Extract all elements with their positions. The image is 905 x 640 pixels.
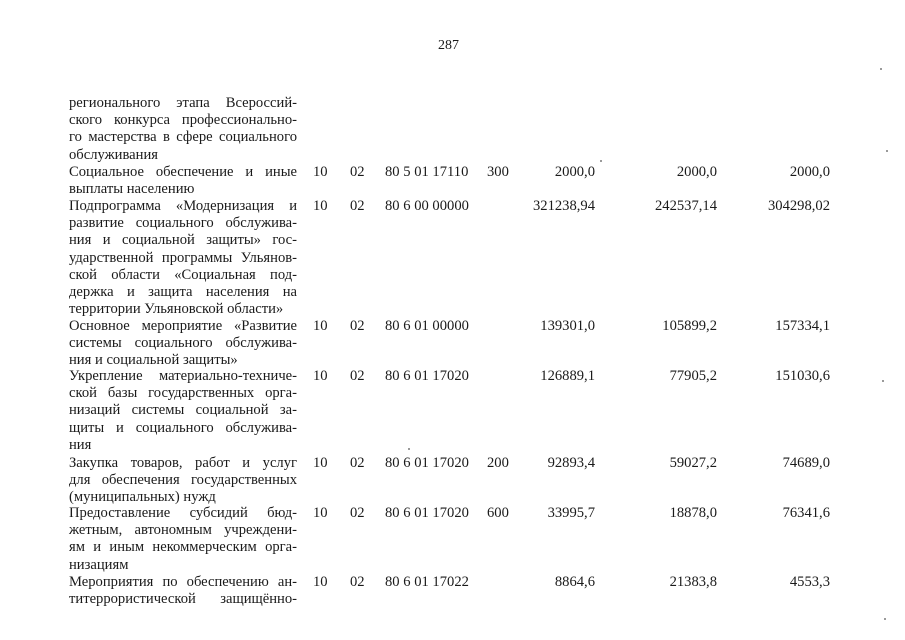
row-description [69,95,297,164]
description-line: ударственной программы Ульянов- [69,249,297,266]
amount-year-1: 139301,0 [540,318,595,334]
description-line: регионального этапа Всероссий- [69,95,297,111]
section-code: 10 [313,455,328,471]
scan-speck [408,448,410,450]
subsection-code: 02 [350,455,365,471]
row-description [69,505,297,574]
description-line: жетным, автономным учреждени- [69,522,297,539]
description-line: развитие социального обслужива- [69,215,297,232]
amount-year-2: 105899,2 [662,318,717,334]
description-line: Мероприятия по обеспечению ан- [69,574,297,590]
description-line: Укрепление материально-техниче- [69,368,297,384]
section-code: 10 [313,368,328,384]
description-line: Предоставление субсидий бюд- [69,505,297,521]
description-line: Закупка товаров, работ и услуг [69,455,297,471]
amount-year-1: 126889,1 [540,368,595,384]
description-line: ской базы государственных орга- [69,385,297,402]
scan-speck [882,380,884,382]
section-code: 10 [313,164,328,180]
target-article-code: 80 6 01 17020 [385,455,469,471]
amount-year-3: 2000,0 [789,164,830,180]
scan-speck [600,160,602,162]
amount-year-3: 76341,6 [782,505,830,521]
amount-year-3: 74689,0 [782,455,830,471]
description-line: (муниципальных) нужд [69,489,216,506]
description-line: держка и защита населения на [69,284,297,301]
amount-year-2: 77905,2 [669,368,717,384]
expense-type-code: 300 [487,164,509,180]
amount-year-2: 242537,14 [654,198,717,214]
amount-year-3: 157334,1 [775,318,830,334]
scan-speck [880,68,882,70]
row-description [69,318,297,370]
expense-type-code: 200 [487,455,509,471]
target-article-code: 80 6 01 17020 [385,505,469,521]
subsection-code: 02 [350,368,365,384]
description-line: ям и иным некоммерческим орга- [69,539,297,556]
amount-year-1: 2000,0 [554,164,595,180]
row-description [69,198,297,318]
description-line: ской области «Социальная под- [69,266,297,283]
target-article-code: 80 6 01 00000 [385,318,469,334]
expense-type-code: 600 [487,505,509,521]
row-description [69,455,297,507]
description-line: низациям [69,556,129,573]
row-description [69,574,297,608]
description-line: системы социального обслужива- [69,335,297,352]
subsection-code: 02 [350,164,365,180]
scan-speck [886,150,888,152]
description-line: низаций системы социальной за- [69,402,297,419]
subsection-code: 02 [350,318,365,334]
description-line: Основное мероприятие «Развитие [69,318,297,334]
description-line: территории Ульяновской области» [69,301,284,318]
description-line: ния [69,436,92,453]
amount-year-2: 2000,0 [676,164,717,180]
subsection-code: 02 [350,505,365,521]
amount-year-3: 4553,3 [789,574,830,590]
description-line: для обеспечения государственных [69,472,297,489]
description-line: го мастерства в сфере социального [69,129,297,146]
amount-year-2: 18878,0 [669,505,717,521]
amount-year-2: 59027,2 [669,455,717,471]
section-code: 10 [313,574,328,590]
amount-year-1: 92893,4 [547,455,595,471]
description-line: щиты и социального обслужива- [69,419,297,436]
section-code: 10 [313,198,328,214]
description-line: титеррористической защищённо- [69,591,297,608]
target-article-code: 80 5 01 17110 [385,164,469,180]
amount-year-1: 8864,6 [554,574,595,590]
scan-speck [884,618,886,620]
row-description [69,164,297,198]
amount-year-3: 151030,6 [775,368,830,384]
description-line: обслуживания [69,146,158,163]
section-code: 10 [313,505,328,521]
amount-year-1: 321238,94 [532,198,595,214]
description-line: Подпрограмма «Модернизация и [69,198,297,214]
amount-year-2: 21383,8 [669,574,717,590]
subsection-code: 02 [350,574,365,590]
amount-year-1: 33995,7 [547,505,595,521]
subsection-code: 02 [350,198,365,214]
page-number: 287 [438,38,459,53]
row-description [69,368,297,454]
description-line: Социальное обеспечение и иные [69,164,297,180]
target-article-code: 80 6 00 00000 [385,198,469,214]
description-line: ния и социальной защиты» гос- [69,232,297,249]
target-article-code: 80 6 01 17022 [385,574,469,590]
description-line: выплаты населению [69,181,195,198]
section-code: 10 [313,318,328,334]
description-line: ского конкурса профессионально- [69,112,297,129]
amount-year-3: 304298,02 [767,198,830,214]
description-line: ния и социальной защиты» [69,352,238,369]
target-article-code: 80 6 01 17020 [385,368,469,384]
